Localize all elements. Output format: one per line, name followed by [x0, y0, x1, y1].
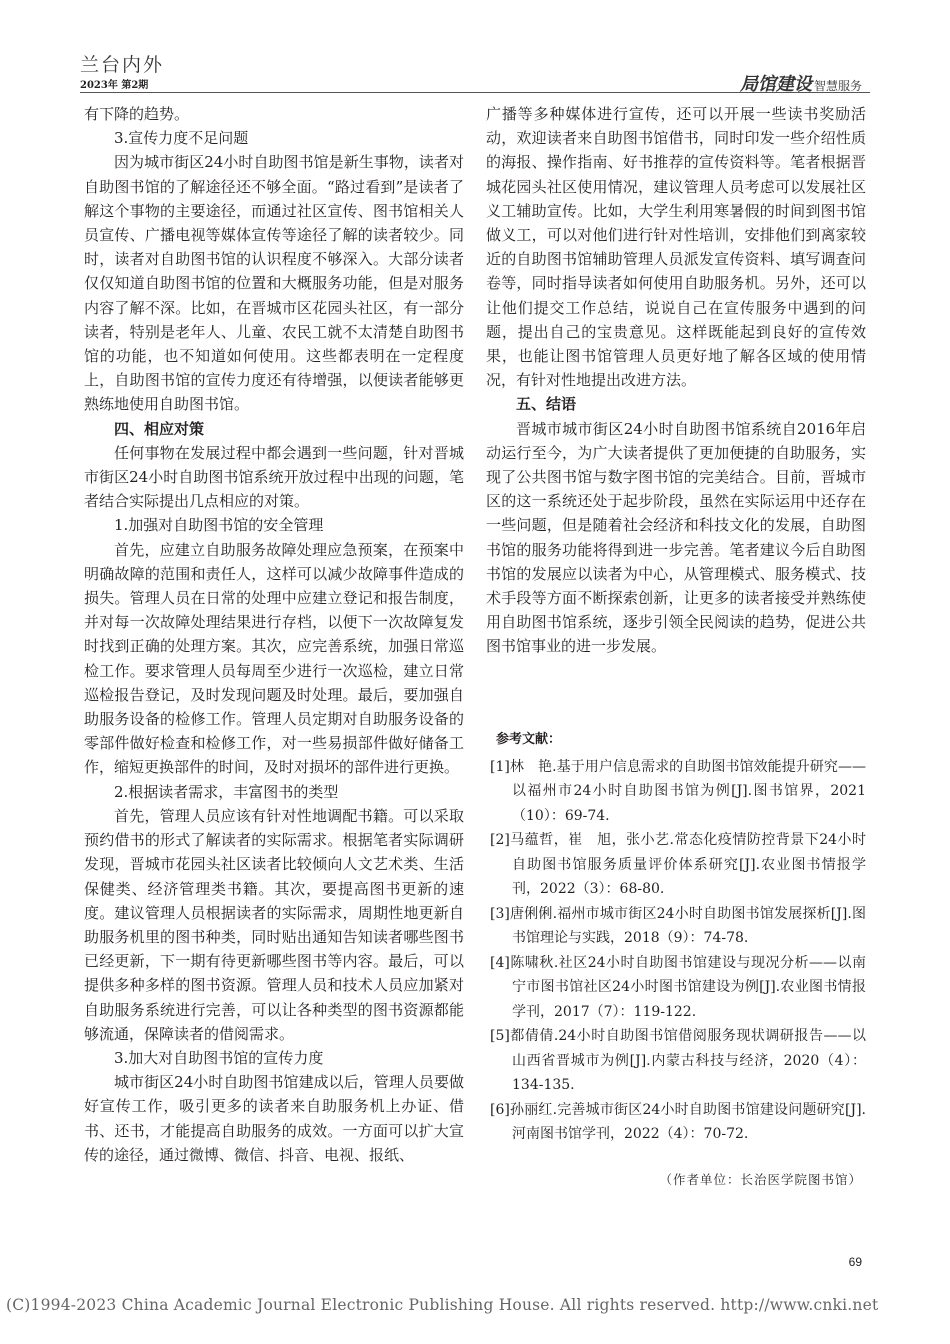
section-heading: 四、相应对策 [114, 419, 205, 438]
reference-list [490, 755, 866, 1147]
paragraph: 任何事物在发展过程中都会遇到一些问题，针对晋城市街区24小时自助图书馆系统开放过程中出现的问题，笔者结合实际提出几点相应的对策。 [84, 443, 464, 511]
journal-name: 兰台内外 [80, 54, 165, 76]
copyright-notice: (C)1994-2023 China Academic Journal Electronic Publishing House. All rights reserved. http://www.cnki.net [6, 1296, 879, 1314]
paragraph: 广播等多种媒体进行宣传，还可以开展一些读书奖励活动，欢迎读者来自助图书馆借书，同时印发一些介绍性质的海报、操作指南、好书推荐的宣传资料等。笔者根据晋城花园头社区使用情况，建议管理人员考虑可以发展社区义工辅助宣传。比如，大学生利用寒暑假的时间到图书馆做义工，可以对他们进行针对性培训，安排他们到离家较近的自助图书馆辅助管理人员派发宣传资料、填写调查问卷等，同时指导读者如何使用自助服务机。另外，还可以让他们提交工作总结，说说自己在宣传服务中遇到的问题，提出自己的宝贵意见。这样既能起到良好的宣传效果，也能让图书馆管理人员更好地了解各区域的使用情况，有针对性地提出改进方法。 [486, 105, 866, 390]
author-affiliation: （作者单位：长治医学院图书馆） [659, 1172, 862, 1187]
section-heading: 五、结语 [516, 395, 577, 414]
paragraph: 因为城市街区24小时自助图书馆是新生事物，读者对自助图书馆的了解途径还不够全面。“路过看到”是读者了解这个事物的主要途径，而通过社区宣传、图书馆相关人员宣传、广播电视等媒体宣传等途径了解的读者较少。同时，读者对自助图书馆的认识程度不够深入。大部分读者仅仅知道自助图书馆的位置和大概服务功能，但是对服务内容了解不深。比如，在晋城市区花园头社区，有一部分读者，特别是老年人、儿童、农民工就不太清楚自助图书馆的功能，也不知道如何使用。这些都表明在一定程度上，自助图书馆的宣传力度还有待增强，以便读者能够更熟练地使用自助图书馆。 [84, 153, 464, 414]
paragraph: 有下降的趋势。 [84, 105, 190, 123]
right-column [486, 102, 866, 659]
section-heading: 1.加强对自助图书馆的安全管理 [114, 516, 324, 535]
reference-item: [3]唐俐俐.福州市城市街区24小时自助图书馆发展探析[J].图书馆理论与实践，2018（9）：74-78. [490, 905, 866, 946]
issue-label: 2023年 第2期 [80, 80, 149, 91]
reference-item: [6]孙丽红.完善城市街区24小时自助图书馆建设问题研究[J].河南图书馆学刊，2022（4）：70-72. [490, 1101, 866, 1142]
header-divider [80, 92, 870, 93]
paragraph: 首先，应建立自助服务故障处理应急预案，在预案中明确故障的范围和责任人，这样可以减少故障事件造成的损失。管理人员在日常的处理中应建立登记和报告制度，并对每一次故障处理结果进行存档，以便下一次故障复发时找到正确的处理方案。其次，应完善系统，加强日常巡检工作。要求管理人员每周至少进行一次巡检，建立日常巡检报告登记，及时发现问题及时处理。最后，要加强自助服务设备的检修工作。管理人员定期对自助服务设备的零部件做好检查和检修工作，对一些易损部件做好储备工作，缩短更换部件的时间，及时对损坏的部件进行更换。 [84, 540, 464, 777]
references [490, 728, 866, 1147]
paragraph: 首先，管理人员应该有针对性地调配书籍。可以采取预约借书的形式了解读者的实际需求。根据笔者实际调研发现，晋城市花园头社区读者比较倾向人文艺术类、生活保健类、经济管理类书籍。其次，要提高图书更新的速度。建议管理人员根据读者的实际需求，周期性地更新自助服务机里的图书种类，同时贴出通知告知读者哪些图书已经更新，下一期有待更新哪些图书等内容。最后，可以提供多种多样的图书资源。管理人员和技术人员应加紧对自助服务系统进行完善，可以让各种类型的图书资源都能够流通，保障读者的借阅需求。 [84, 806, 464, 1043]
page-number: 69 [848, 1255, 862, 1269]
brand-title: 局馆建设 [739, 74, 812, 95]
left-column [84, 102, 464, 1167]
paragraph: 晋城市城市街区24小时自助图书馆系统自2016年启动运行至今，为广大读者提供了更加便捷的自助服务，实现了公共图书馆与数字图书馆的完美结合。目前，晋城市区的这一系统还处于起步阶段，虽然在实际运用中还存在一些问题，但是随着社会经济和科技文化的发展，自助图书馆的服务功能将得到进一步完善。笔者建议今后自助图书馆的发展应以读者为中心，从管理模式、服务模式、技术手段等方面不断探索创新，让更多的读者接受并熟练使用自助图书馆系统，逐步引领全民阅读的趋势，促进公共图书馆事业的进一步发展。 [486, 419, 866, 656]
reference-item: [2]马蕴哲，崔 旭，张小艺.常态化疫情防控背景下24小时自助图书馆服务质量评价体系研究[J].农业图书情报学刊，2022（3）：68-80. [490, 832, 866, 897]
reference-item: [4]陈啸秋.社区24小时自助图书馆建设与现况分析——以南宁市图书馆社区24小时图书馆建设为例[J].农业图书情报学刊，2017（7）：119-122. [490, 954, 866, 1020]
paragraph: 城市街区24小时自助图书馆建成以后，管理人员要做好宣传工作，吸引更多的读者来自助服务机上办证、借书、还书，才能提高自助服务的成效。一方面可以扩大宣传的途径，通过微博、微信、抖音、电视、报纸、 [84, 1073, 464, 1164]
section-heading: 3.宣传力度不足问题 [114, 129, 249, 148]
reference-item: [5]都倩倩.24小时自助图书馆借阅服务现状调研报告——以山西省晋城市为例[J].内蒙古科技与经济，2020（4）：134-135. [490, 1028, 866, 1093]
reference-item: [1]林 艳.基于用户信息需求的自助图书馆效能提升研究——以福州市24小时自助图书馆为例[J].图书馆界，2021（10）：69-74. [490, 758, 866, 824]
section-heading: 2.根据读者需求，丰富图书的类型 [114, 782, 339, 801]
brand-subtitle: 智慧服务 [813, 79, 862, 93]
section-heading: 3.加大对自助图书馆的宣传力度 [114, 1048, 324, 1067]
references-title: 参考文献： [496, 732, 562, 747]
